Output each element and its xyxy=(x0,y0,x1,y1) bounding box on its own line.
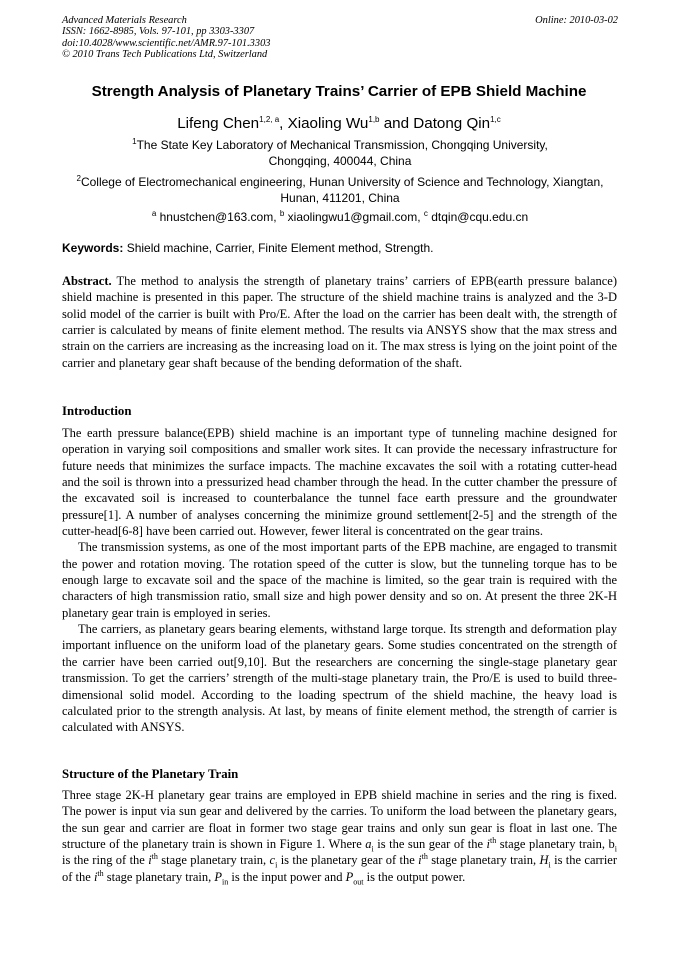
author-separator: and xyxy=(379,115,414,132)
affiliation-1 xyxy=(62,137,618,169)
author-separator: , xyxy=(279,115,288,132)
section-heading-structure: Structure of the Planetary Train xyxy=(62,767,239,781)
email-address: dtqin@cqu.edu.cn xyxy=(427,210,529,224)
author-affiliation-mark: 1,b xyxy=(368,114,380,124)
copyright-line: © 2010 Trans Tech Publications Ltd, Switzerland xyxy=(62,49,268,61)
keywords-text: Shield machine, Carrier, Finite Element method, Strength. xyxy=(123,241,434,255)
author-name: Datong Qin xyxy=(413,115,491,132)
keywords-label: Keywords: xyxy=(62,241,124,255)
email-list: $^a$ hnustchen@163.com, $^b$ xiaolingwu1@gmail.com, $^c$ dtqin@cqu.edu.cn xyxy=(151,209,529,224)
author-name: Xiaoling Wu xyxy=(287,115,369,132)
doi-line: doi:10.4028/www.scientific.net/AMR.97-101.3303 xyxy=(62,37,271,49)
abstract-label: Abstract. xyxy=(62,274,112,288)
paragraph: The earth pressure balance(EPB) shield machine is an important type of tunneling machine designed for operation in varying soil compositions and smaller work sites. It can provide the necessary infrastructure for future needs that minimizes the surface impacts. The machine excavates the soil with a rotating cutter-head and the soil is thrown into a pressurized head chamber through the head. In the cutter chamber the pressure of the excavated soil is increased to counterbalance the tunnel face earth pressure and the groundwater pressure[1]. A number of analyses concerning the minimize ground settlement[2-5] and the strength of the cutter-head[6-8] have been carried out. However, fewer literal is concentrated on the gear trains. xyxy=(62,426,617,539)
paragraph: Three stage 2K-H planetary gear trains are employed in EPB shield machine in series and the ring is fixed. The power is input via sun gear and delivered by the carries. To uniform the load between the planetary gears, the sun gear and carrier are float in former two stage gear trains and only sun gear is float in last one. The structure of the planetary train is shown in Figure 1. Where $a_i$ is the sun gear of the $i^{th}$ stage planetary train, $b_i$ is the ring of the $i^{th}$ stage planetary train, $c_i$ is the planetary gear of the $i^{th}$ stage planetary train, $H_i$ is the carrier of the $i^{th}$ stage planetary train, $P_{in}$ is the input power and $P_{out}$ is the output power. xyxy=(62,788,618,887)
paper-title: Strength Analysis of Planetary Trains’ Carrier of EPB Shield Machine xyxy=(91,83,587,100)
affiliation-line: Chongqing, 400044, China xyxy=(268,154,412,168)
paragraph: The transmission systems, as one of the most important parts of the EPB machine, are engaged to transmit the power and rotation moving. The rotation speed of the cutter is slow, but the tunneling torque has to be enough large to excavate soil and the space of the machine is limited, so the gear train is required with the characters of high transmission ratio, small size and high power density and so on. At present the three 2K-H planetary gear train is employed in series. xyxy=(62,540,617,620)
email-address: hnustchen@163.com, xyxy=(156,210,280,224)
author-list xyxy=(40,115,638,132)
affiliation-2 xyxy=(62,174,618,206)
keywords xyxy=(62,241,618,255)
email-address: xiaolingwu1@gmail.com, xyxy=(284,210,424,224)
author-affiliation-mark: 1,2, a xyxy=(259,114,280,124)
affiliation-line: The State Key Laboratory of Mechanical Transmission, Chongqing University, xyxy=(136,138,548,152)
affiliation-mark: 2 xyxy=(76,174,81,183)
online-date: Online: 2010-03-02 xyxy=(535,15,618,26)
section-heading-introduction: Introduction xyxy=(62,404,132,418)
abstract xyxy=(62,273,617,371)
issn-line: ISSN: 1662-8985, Vols. 97-101, pp 3303-3307 xyxy=(62,26,255,38)
affiliation-line: Hunan, 411201, China xyxy=(280,191,400,205)
introduction-body xyxy=(62,425,617,736)
author-name: Lifeng Chen xyxy=(177,115,260,132)
author-affiliation-mark: 1,c xyxy=(490,114,501,124)
abstract-text: The method to analysis the strength of planetary trains’ carriers of EPB(earth pressure balance) shield machine is presented in this paper. The structure of the shield machine trains is analyzed and the 3-D solid model of the carrier is built with Pro/E. After the load on the carrier has been dealt with, the strength of carrier is calculated by means of finite element method. The results via ANSYS show that the max stress and strain on the carriers are increasing as the increasing load on it. The max stress is lying on the joint point of the carrier and planetary gear shaft because of the bending deformation of the shaft. xyxy=(62,274,617,370)
journal-name: Advanced Materials Research xyxy=(62,15,187,26)
affiliation-line: College of Electromechanical engineering, Hunan University of Science and Technology, Xiangtan, xyxy=(80,175,604,189)
affiliation-mark: 1 xyxy=(132,137,137,146)
paragraph: The carriers, as planetary gears bearing elements, withstand large torque. Its strength and deformation play important influence on the uniform load of the planetary gears. Some studies concentrated on the strength of the carrier have been carried out[9,10]. But the researchers are concerning the single-stage planetary gear transmission. To get the carriers’ strength of the multi-stage planetary train, the Pro/E is used to build three-dimensional solid model. According to the loading spectrum of the shield machine, the heavy load is calculated prior to the strength analysis. At last, by means of finite element method, the strength of carrier is calculated with ANSYS. xyxy=(62,622,617,735)
structure-body xyxy=(62,787,617,885)
journal-header xyxy=(62,15,618,61)
